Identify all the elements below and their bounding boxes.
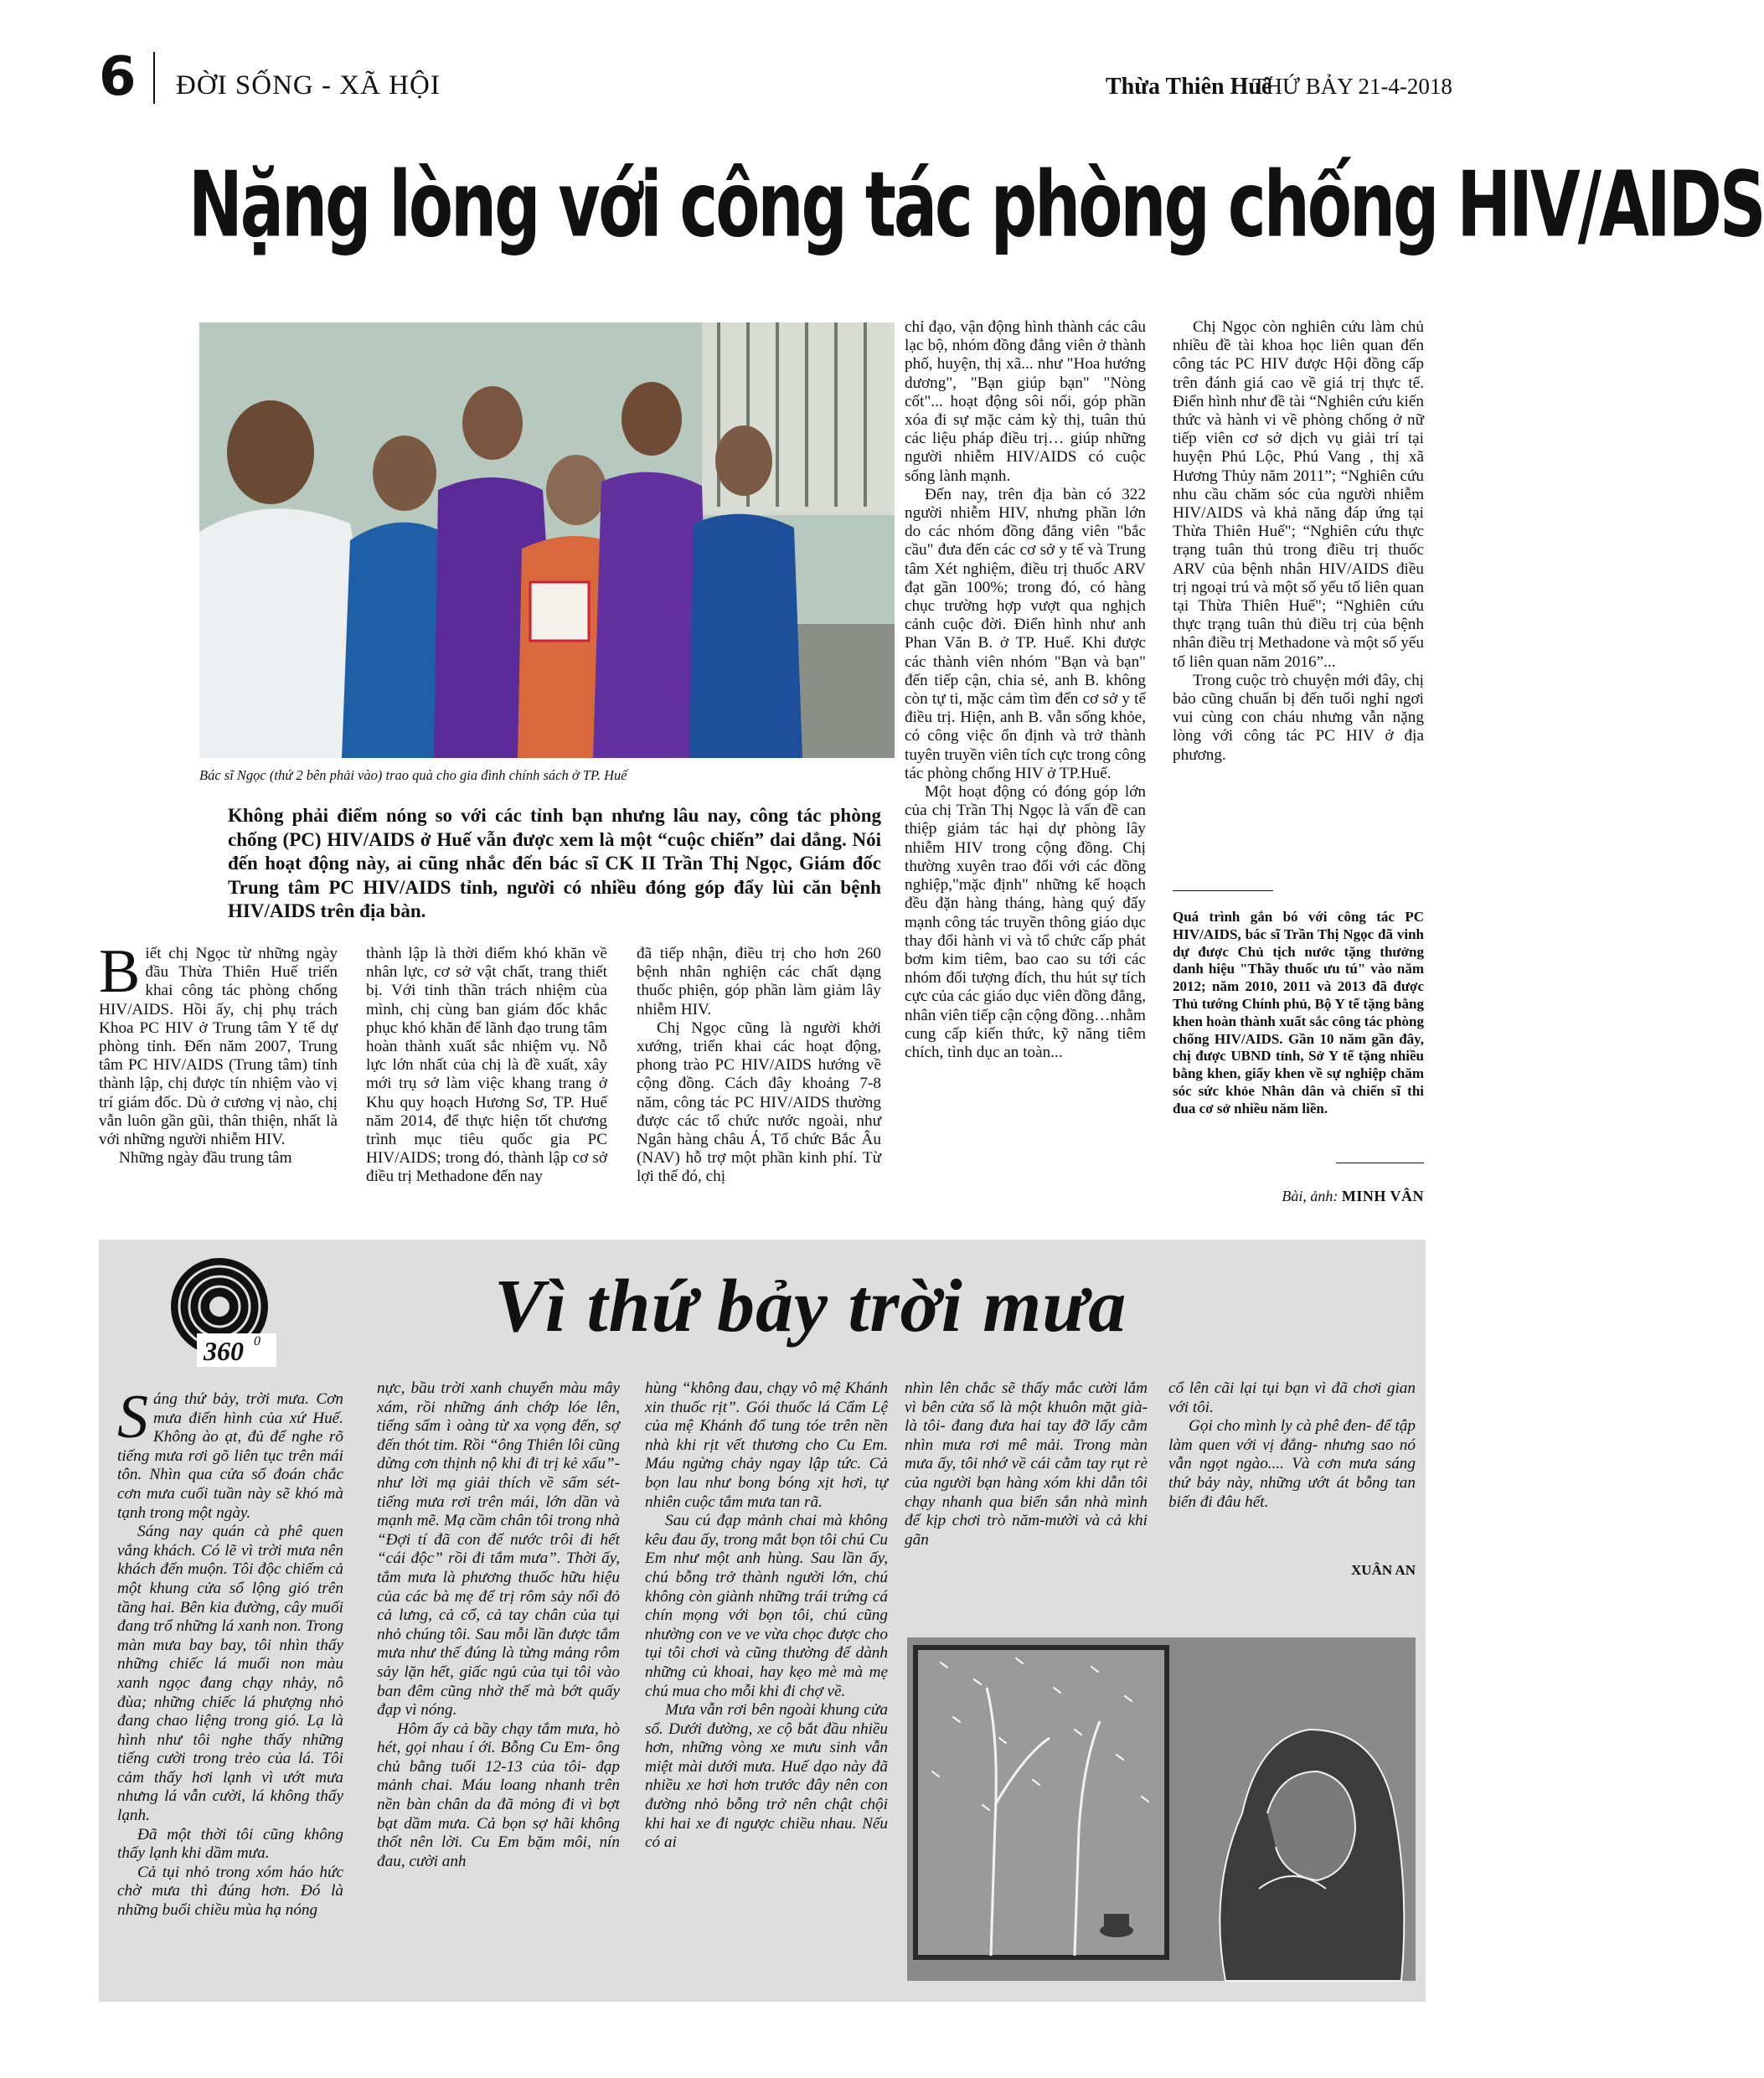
paragraph: Đến nay, trên địa bàn có 322 người nhiễm HIV, nhưng phần lớn do các nhóm đồng đẳng viên "bắc cầu" đưa đến các cơ sở y tế và Trung tâm Xét nghiệm, điều trị thuốc ARV đạt gần 100%; trong đó, có hàng chục trường hợp vượt qua nghịch cảnh cuộc đời. Điển hình như anh Phan Văn B. ở TP. Huế. Khi được các thành viên nhóm "Bạn và bạn" đến tiếp cận, chia sẻ, anh B. không còn tự ti, mặc cảm tìm đến cơ sở y tế điều trị. Hiện, anh B. vẫn sống khỏe, có công việc ổn định và trở thành tuyên truyền viên tích cực trong công tác phòng chống HIV ở TP.Huế. [905,485,1146,782]
column-360-logo [163,1256,276,1369]
paragraph: Chị Ngọc còn nghiên cứu làm chủ nhiều đề tài khoa học liên quan đến công tác PC HIV được Hội đồng cấp trên đánh giá cao về giá trị thực tế. Điển hình như đề tài “Nghiên cứu kiến thức và hành vi về phòng chống ở nữ tiếp viên cơ sở dịch vụ giải trí tại huyện Phú Lộc, Phú Vang , thị xã Hương Thủy năm 2011”; “Nghiên cứu nhu cầu chăm sóc của người nhiễm HIV/AIDS và khả năng đáp ứng tại Thừa Thiên Huế"; “Nghiên cứu thực trạng tuân thủ trong điều trị thuốc ARV của bệnh nhân HIV/AIDS điều trị ngoại trú và một số yếu tố liên quan tại Thừa Thiên Huế"; “Nghiên cứu thực trạng tuân thủ điều trị của bệnh nhân điều trị Methadone và một số yếu tố liên quan năm 2016”... [1173,318,1425,671]
boxed-note: Quá trình gắn bó với công tác PC HIV/AIDS, bác sĩ Trần Thị Ngọc đã vinh dự được Chủ tịch nước tặng thưởng danh hiệu "Thầy thuốc ưu tú" vào năm 2012; năm 2010, 2011 và 2013 đã được Thủ tướng Chính phủ, Bộ Y tế tặng bằng khen hoàn thành xuất sắc công tác phòng chống HIV/AIDS. Gần 10 năm gần đây, chị được UBND tỉnh, Sở Y tế tặng nhiều bằng khen, giấy khen về sự nghiệp chăm sóc sức khỏe Nhân dân và chiến sĩ thi đua cơ sở nhiều năm liền. [1173,909,1424,1116]
feature-column-2 [377,1379,620,1871]
feature-column-1 [117,1383,343,1921]
rain-window-drawing [907,1637,1416,1981]
paragraph: Sau cú đạp mảnh chai mà không kêu đau ấy, trong mắt bọn tôi chú Cu Em như một anh hùng. Sau lần ấy, chú bỗng trở thành người lớn, chú không còn giành những trái trứng cá chín mọng với bọn tôi, chú cũng nhường con ve ve vừa chọc được cho tụi tôi chơi và cũng thường để dành những củ khoai, hay kẹo mè mà mẹ chú mua cho mỗi khi đi chợ về. [645,1512,888,1700]
paragraph: đã tiếp nhận, điều trị cho hơn 260 bệnh nhân nghiện các chất dạng thuốc phiện, góp phần làm giảm lây nhiễm HIV. [637,945,881,1018]
logo-text: 360 [204,1336,244,1366]
logo-degree: 0 [254,1334,260,1348]
header-divider [153,52,155,104]
photo-caption: Bác sĩ Ngọc (thứ 2 bên phải vào) trao quà cho gia đình chính sách ở TP. Huế [199,767,627,783]
paragraph: chỉ đạo, vận động hình thành các câu lạc bộ, nhóm đồng đẳng viên ở thành phố, huyện, thị xã... như "Hoa hướng dương", "Bạn giúp bạn" "Nòng cốt"... hoạt động sôi nổi, góp phần xóa đi sự mặc cảm kỳ thị, tuân thủ các liệu pháp điều trị… giúp những người nhiễm HIV/AIDS có cuộc sống lành mạnh. [905,318,1146,485]
feature-column-4 [905,1379,1148,1549]
feature-column-3 [645,1379,888,1853]
note-divider-top [1173,890,1273,891]
paragraph: Cả tụi nhỏ trong xóm háo hức chờ mưa thì đúng hơn. Đó là những buổi chiều mùa hạ nóng [117,1863,343,1920]
photo-illustration [199,322,895,758]
paragraph: Trong cuộc trò chuyện mới đây, chị bảo cũng chuẩn bị đến tuổi nghỉ ngơi vui cùng con cháu nhưng vẫn nặng lòng với công tác PC HIV ở địa phương. [1173,671,1424,764]
article-photo [199,322,895,758]
feature-illustration [907,1637,1416,1981]
paragraph: nhìn lên chắc sẽ thấy mắc cười lắm vì bên cửa sổ là một khuôn mặt già- là tôi- đang đưa hai tay đỡ lấy cằm nhìn mưa rơi mê mải. Trong màn mưa ấy, tôi nhớ về cái cằm tay rụt rè của người bạn hàng xóm khi dẫn tôi chạy nhanh qua biển sắn nhà mình để kịp chơi trò năm-mười và cả khi gãn [905,1379,1148,1549]
feature-author: XUÂN AN [1351,1562,1416,1578]
newspaper-name: Thừa Thiên Huế [1106,74,1272,100]
paragraph: cổ lên cãi lại tụi bạn vì đã chơi gian với tôi. [1168,1379,1416,1416]
paragraph: Những ngày đầu trung tâm [119,1149,292,1168]
drop-cap: S [117,1383,148,1452]
section-name: ĐỜI SỐNG - XÃ HỘI [176,70,441,101]
byline-author: MINH VÂN [1341,1188,1424,1204]
paragraph: Đã một thời tôi cũng không thấy lạnh khi dầm mưa. [117,1825,343,1863]
paragraph: Sáng thứ bảy, trời mưa. Cơn mưa điển hình của xứ Huế. Không ào ạt, đủ để nghe rõ tiếng mưa rơi gõ liên tục trên mái tôn. Nhìn qua cửa sổ đoán chắc cơn mưa cuối tuần này sẽ khó mà tạnh trong một ngày. [117,1383,343,1522]
article-column-1 [99,937,338,1168]
drop-cap: B [99,937,141,1006]
paragraph: nực, bầu trời xanh chuyển màu mây xám, rồi những ánh chớp lóe lên, tiếng sấm ì oàng từ xa vọng đến, sợ đến thót tim. Rồi “ông Thiên lôi cũng dừng cơn thịnh nộ khi đi trị kẻ xấu”- như lời mạ giải thích về sấm sét- tiếng mưa rơi trên mái, lớn dần và mạnh mẽ. Mạ cầm chân tôi trong nhà “Đợi tí đã con để nước trôi đi hết “cái độc” rồi đi tắm mưa”. Thời ấy, tắm mưa là phương thuốc hữu hiệu của các bà mẹ để trị rôm sảy nổi đỏ cả lưng, cả cổ, cả tay chân của tụi nhỏ chúng tôi. Sau mỗi lần được tắm mưa như thế đúng là từng mảng rôm sảy lặn hết, giấc ngủ của tụi tôi vào ban đêm cũng nhờ thế mà bớt quấy đạp vì nóng. [377,1379,620,1720]
paragraph: thành lập là thời điểm khó khăn về nhân lực, cơ sở vật chất, trang thiết bị. Với tinh thần trách nhiệm cùa mình, chị cùng ban giám đốc khắc phục khó khăn để lãnh đạo trung tâm hoàn thành xuất sắc nhiệm vụ. Nỗ lực lớn nhất của chị là đề xuất, xây mới trụ sở làm việc khang trang ở Khu quy hoạch Hương Sơ, TP. Huế năm 2014, để thực hiện tốt chương trình mục tiêu quốc gia PC HIV/AIDS; trong đó, thành lập cơ sở điều trị Methadone đến nay [366,945,607,1186]
article-byline [1173,1188,1424,1205]
paragraph: Một hoạt động có đóng góp lớn của chị Trần Thị Ngọc là vấn đề can thiệp giảm tác hại dự phòng lây nhiễm HIV trong cộng đồng. Chị thường xuyên trao đổi với các đồng nghiệp,"mặc định" những kế hoạch đều đặn hàng tháng, hàng quý đẩy mạnh công tác truyền thông giáo dục thay đổi hành vi và tổ chức cấp phát bơm kim tiêm, bao cao su tới các nhóm đối tượng đích, thu hút sự tích cực của các giáo dục viên đồng đẳng, nhân viên tiếp cận cộng đồng…nhằm cung cấp kiến thức, kỹ năng tiêm chích, tình dục an toàn... [905,783,1146,1061]
byline-label: Bài, ảnh: [1282,1188,1338,1204]
paragraph: Mưa vẫn rơi bên ngoài khung cửa sổ. Dưới đường, xe cộ bắt đầu nhiều hơn, những vòng xe mưu sinh vẫn miệt mài dưới mưa. Huế dạo này đã nhiều xe hơi hơn trước đây nên con đường nhỏ bỗng trở nên chật chội khi hai xe đi ngược chiều nhau. Nếu có ai [645,1701,888,1852]
paragraph: Gọi cho mình ly cà phê đen- để tập làm quen với vị đắng- nhưng sao nó vẫn ngọt ngào.... Và cơn mưa sáng thứ bảy này, những ướt át bỗng tan biến đi đâu hết. [1168,1417,1416,1511]
article-column-2 [366,945,607,1187]
paragraph: Sáng nay quán cà phê quen vắng khách. Có lẽ vì trời mưa nên khách đến muộn. Tôi độc chiếm cả một khung cửa sổ lộng gió trên tầng hai. Bên kia đường, cây muối đang trổ những lá xanh non. Trong màn mưa bay bay, tôi nhìn thấy những chiếc lá muối non màu xanh ngọc đang chạy nhảy, nô đùa; những chiếc lá phượng nhỏ đang chao liệng trong gió. Lạ là hình như tôi nghe thấy những tiếng cười trong trẻo của lá. Tôi cảm thấy hơi lạnh vì ướt mưa nhưng lá vẫn cười, lá không thấy lạnh. [117,1523,343,1825]
article-headline: Nặng lòng với công tác phòng chống HIV/AIDS [188,152,1764,258]
paragraph: hùng “không đau, chạy vô mệ Khánh xin thuốc rịt”. Gói thuốc lá Cẩm Lệ của mệ Khánh đổ tung tóe trên nền nhà khi rịt vết thương cho Cu Em. Máu ngừng chảy ngay lập tức. Cả bọn lau như bong bóng xịt hơi, tự nhiên cuộc tắm mưa tan rã. [645,1379,888,1511]
article-lead: Không phải điểm nóng so với các tỉnh bạn nhưng lâu nay, công tác phòng chống (PC) HIV/AIDS ở Huế vẫn được xem là một “cuộc chiến” dai dẳng. Nói đến hoạt động này, ai cũng nhắc đến bác sĩ CK II Trần Thị Ngọc, Giám đốc Trung tâm PC HIV/AIDS tỉnh, người có nhiều đóng góp đẩy lùi căn bệnh HIV/AIDS trên địa bàn. [228,805,881,921]
issue-date: THỨ BẢY 21-4-2018 [1252,74,1452,99]
vinyl-record-icon [163,1256,276,1369]
feature-title: Vì thứ bảy trời mưa [494,1265,1127,1348]
article-column-5 [1173,318,1424,765]
article-column-4 [905,318,1146,1062]
paragraph: Hôm ấy cả bầy chạy tắm mưa, hò hét, gọi nhau í ới. Bỗng Cu Em- ông chủ bằng tuổi 12-13 của tôi- đạp mảnh chai. Máu loang nhanh trên nền bàn chân da đã mỏng đi vì bợt bạt dầm mưa. Cả bọn sợ hãi không thốt nên lời. Cu Em bặm môi, nín đau, cười anh [377,1720,620,1870]
article-column-3 [637,945,881,1187]
paragraph: Biết chị Ngọc từ những ngày đầu Thừa Thiên Huế triển khai công tác phòng chống HIV/AIDS. Hồi ấy, chị phụ trách Khoa PC HIV ở Trung tâm Y tế dự phòng tỉnh. Đến năm 2007, Trung tâm PC HIV/AIDS (Trung tâm) tỉnh thành lập, chị được tín nhiệm vào vị trí giám đốc. Dù ở cương vị nào, chị vẫn luôn gần gũi, thân thiện, nhất là với những người nhiễm HIV. [99,937,338,1149]
feature-column-5 [1168,1379,1416,1512]
page-number: 6 [99,46,137,108]
paragraph: Chị Ngọc cũng là người khởi xướng, triển khai các hoạt động, phong trào PC HIV/AIDS hướng về cộng đồng. Cách đây khoảng 7-8 năm, công tác PC HIV/AIDS thường được các tổ chức nước ngoài, như Ngân hàng châu Á, Tổ chức Bắc Âu (NAV) hỗ trợ một phần kinh phí. Từ lợi thế đó, chị [637,1018,881,1186]
